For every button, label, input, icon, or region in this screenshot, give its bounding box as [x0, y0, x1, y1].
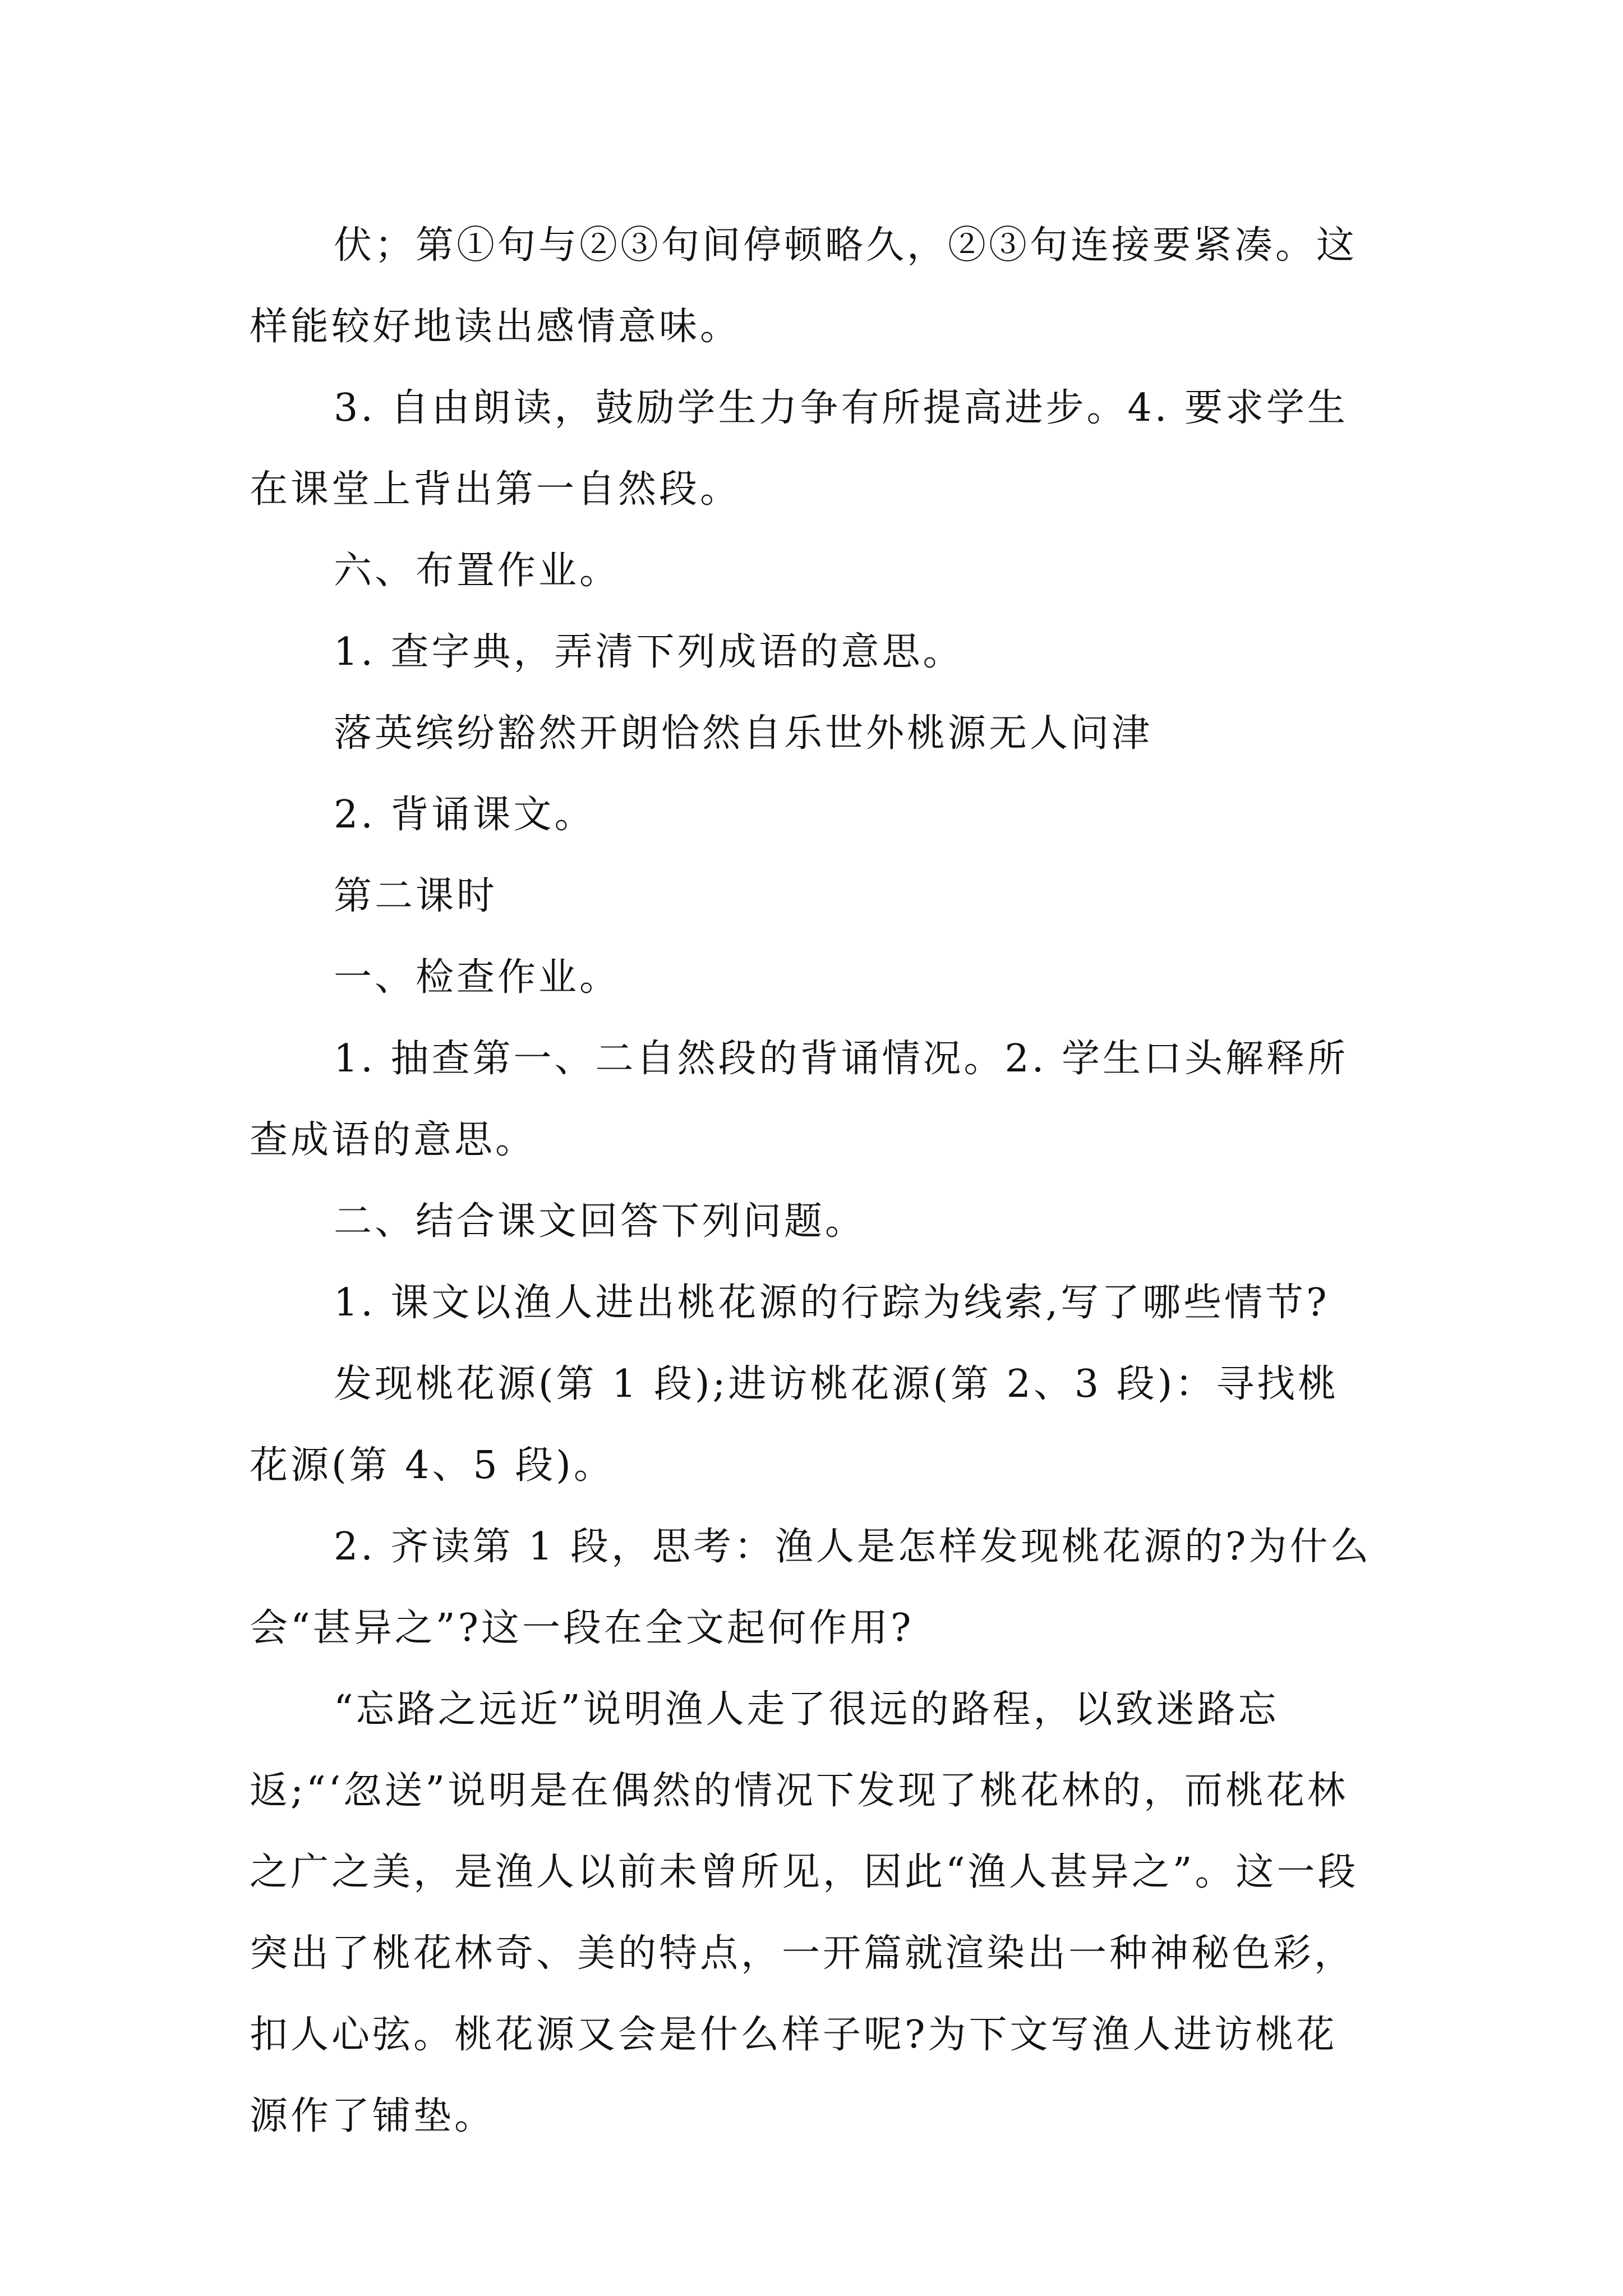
document-body	[250, 205, 1377, 2157]
paragraph-14: “忘路之远近”说明渔人走了很远的路程，以致迷路忘返;“‘忽送”说明是在偶然的情况下发现了桃花林的，而桃花林之广之美，是渔人以前未曾所见，因此“渔人甚异之”。这一段突出了桃花林奇、美的特点，一开篇就渲染出一种神秘色彩，扣人心弦。桃花源又会是什么样子呢?为下文写渔人进访桃花源作了铺垫。	[250, 1687, 1359, 2138]
paragraph-6: 2. 背诵课文。	[334, 793, 596, 837]
paragraph-2: 3. 自由朗读，鼓励学生力争有所提高进步。4. 要求学生在课堂上背出第一自然段。	[250, 386, 1348, 512]
paragraph-11: 1. 课文以渔人进出桃花源的行踪为线索,写了哪些情节?	[334, 1281, 1330, 1325]
paragraph-9: 1. 抽查第一、二自然段的背诵情况。2. 学生口头解释所查成语的意思。	[250, 1037, 1348, 1162]
paragraph-5: 落英缤纷豁然开朗恰然自乐世外桃源无人问津	[334, 711, 1153, 756]
paragraph-4: 1. 查字典，弄清下列成语的意思。	[334, 630, 964, 674]
paragraph-3: 六、布置作业。	[334, 549, 621, 593]
paragraph-13: 2. 齐读第 1 段，思考：渔人是怎样发现桃花源的?为什么会“甚异之”?这一段在全文起何作用?	[250, 1525, 1372, 1650]
paragraph-8: 一、检查作业。	[334, 955, 621, 1000]
paragraph-7: 第二课时	[334, 874, 498, 918]
paragraph-12: 发现桃花源(第 1 段);进访桃花源(第 2、3 段)：寻找桃花源(第 4、5 段)。	[250, 1362, 1339, 1488]
paragraph-10: 二、结合课文回答下列问题。	[334, 1199, 866, 1244]
paragraph-1: 伏；第①句与②③句间停顿略久，②③句连接要紧凑。这样能较好地读出感情意味。	[250, 223, 1358, 349]
